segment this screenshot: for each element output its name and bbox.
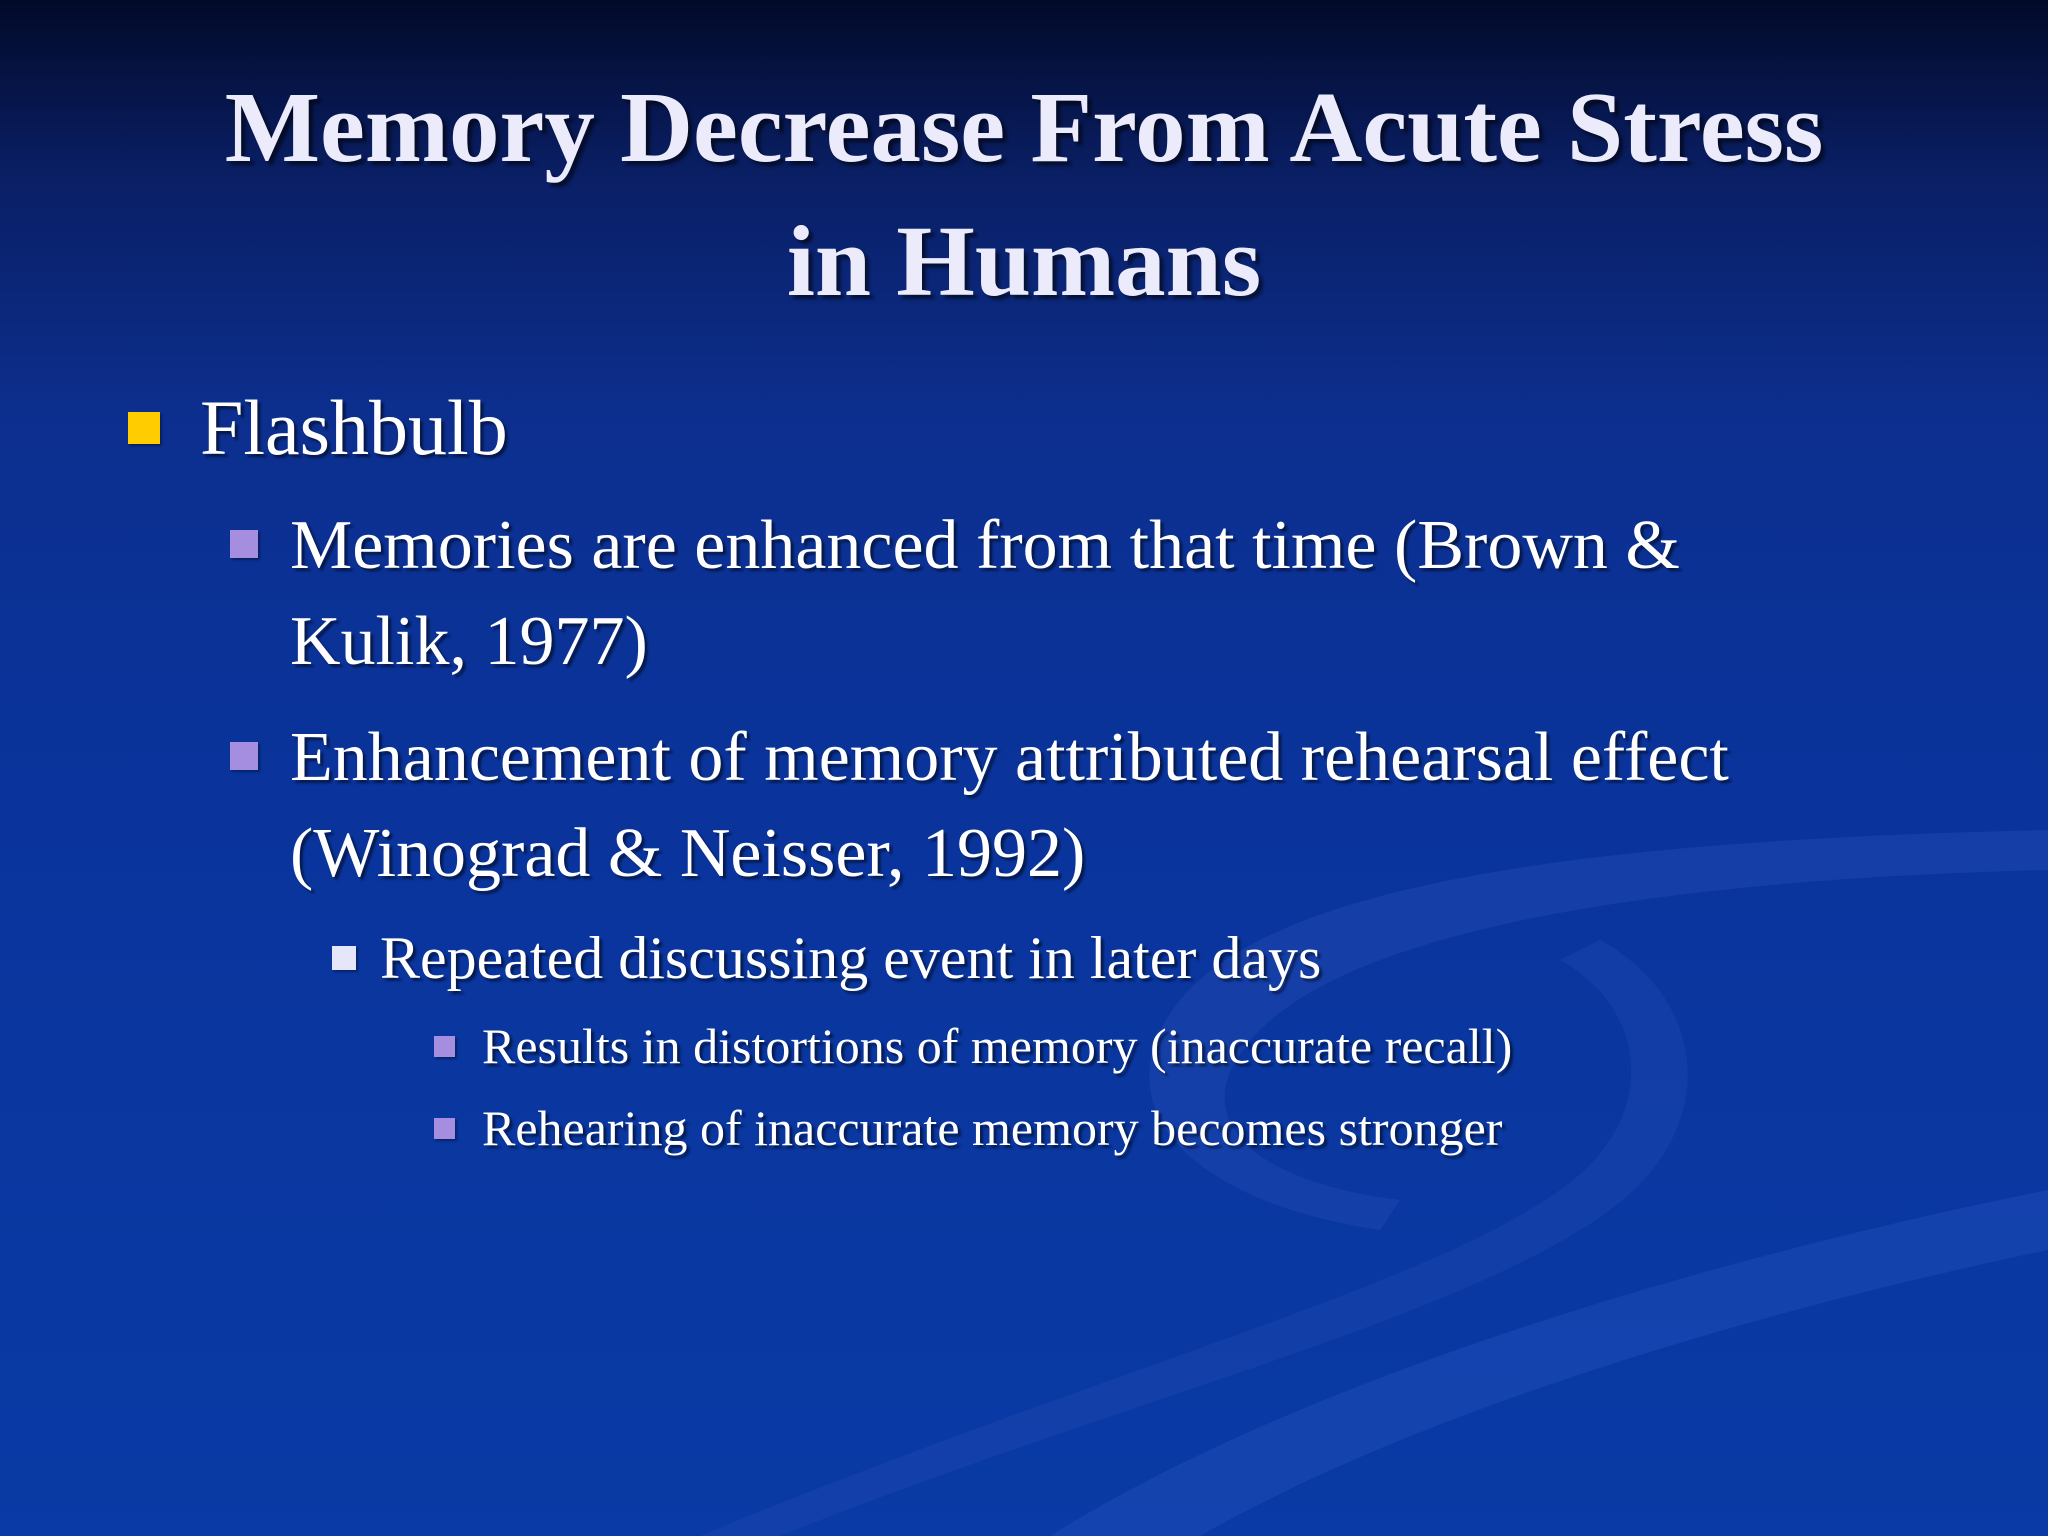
slide-title-line-2: in Humans <box>786 205 1262 317</box>
bullet-level2-memories-enhanced <box>290 498 1930 690</box>
slide-title-line-1: Memory Decrease From Acute Stress <box>224 71 1824 183</box>
slide-title <box>60 60 1988 328</box>
lavender-square-bullet-icon <box>230 530 258 558</box>
bullet-text: Flashbulb <box>200 384 508 471</box>
yellow-square-bullet-icon <box>128 412 160 444</box>
bullet-text-line-2: Kulik, 1977) <box>290 603 648 680</box>
bullet-text-line-2: (Winograd & Neisser, 1992) <box>290 815 1086 892</box>
bullet-level3-repeated-discussing <box>380 914 1321 1002</box>
bullet-level1-flashbulb <box>200 382 508 474</box>
lavender-square-bullet-icon <box>434 1118 455 1139</box>
bullet-level4-distortions <box>482 1010 1512 1082</box>
white-square-bullet-icon <box>332 946 356 970</box>
lavender-square-bullet-icon <box>434 1036 455 1057</box>
bullet-text-line-1: Memories are enhanced from that time (Brown & <box>290 507 1680 584</box>
bullet-level2-enhancement-rehearsal <box>290 710 1930 902</box>
bullet-text: Repeated discussing event in later days <box>380 925 1322 991</box>
lavender-square-bullet-icon <box>230 742 258 770</box>
bullet-text: Results in distortions of memory (inaccurate recall) <box>482 1018 1513 1074</box>
bullet-level4-rehearing <box>482 1092 1502 1164</box>
bullet-text-line-1: Enhancement of memory attributed rehearsal effect <box>290 719 1729 796</box>
bullet-text: Rehearing of inaccurate memory becomes stronger <box>482 1100 1503 1156</box>
